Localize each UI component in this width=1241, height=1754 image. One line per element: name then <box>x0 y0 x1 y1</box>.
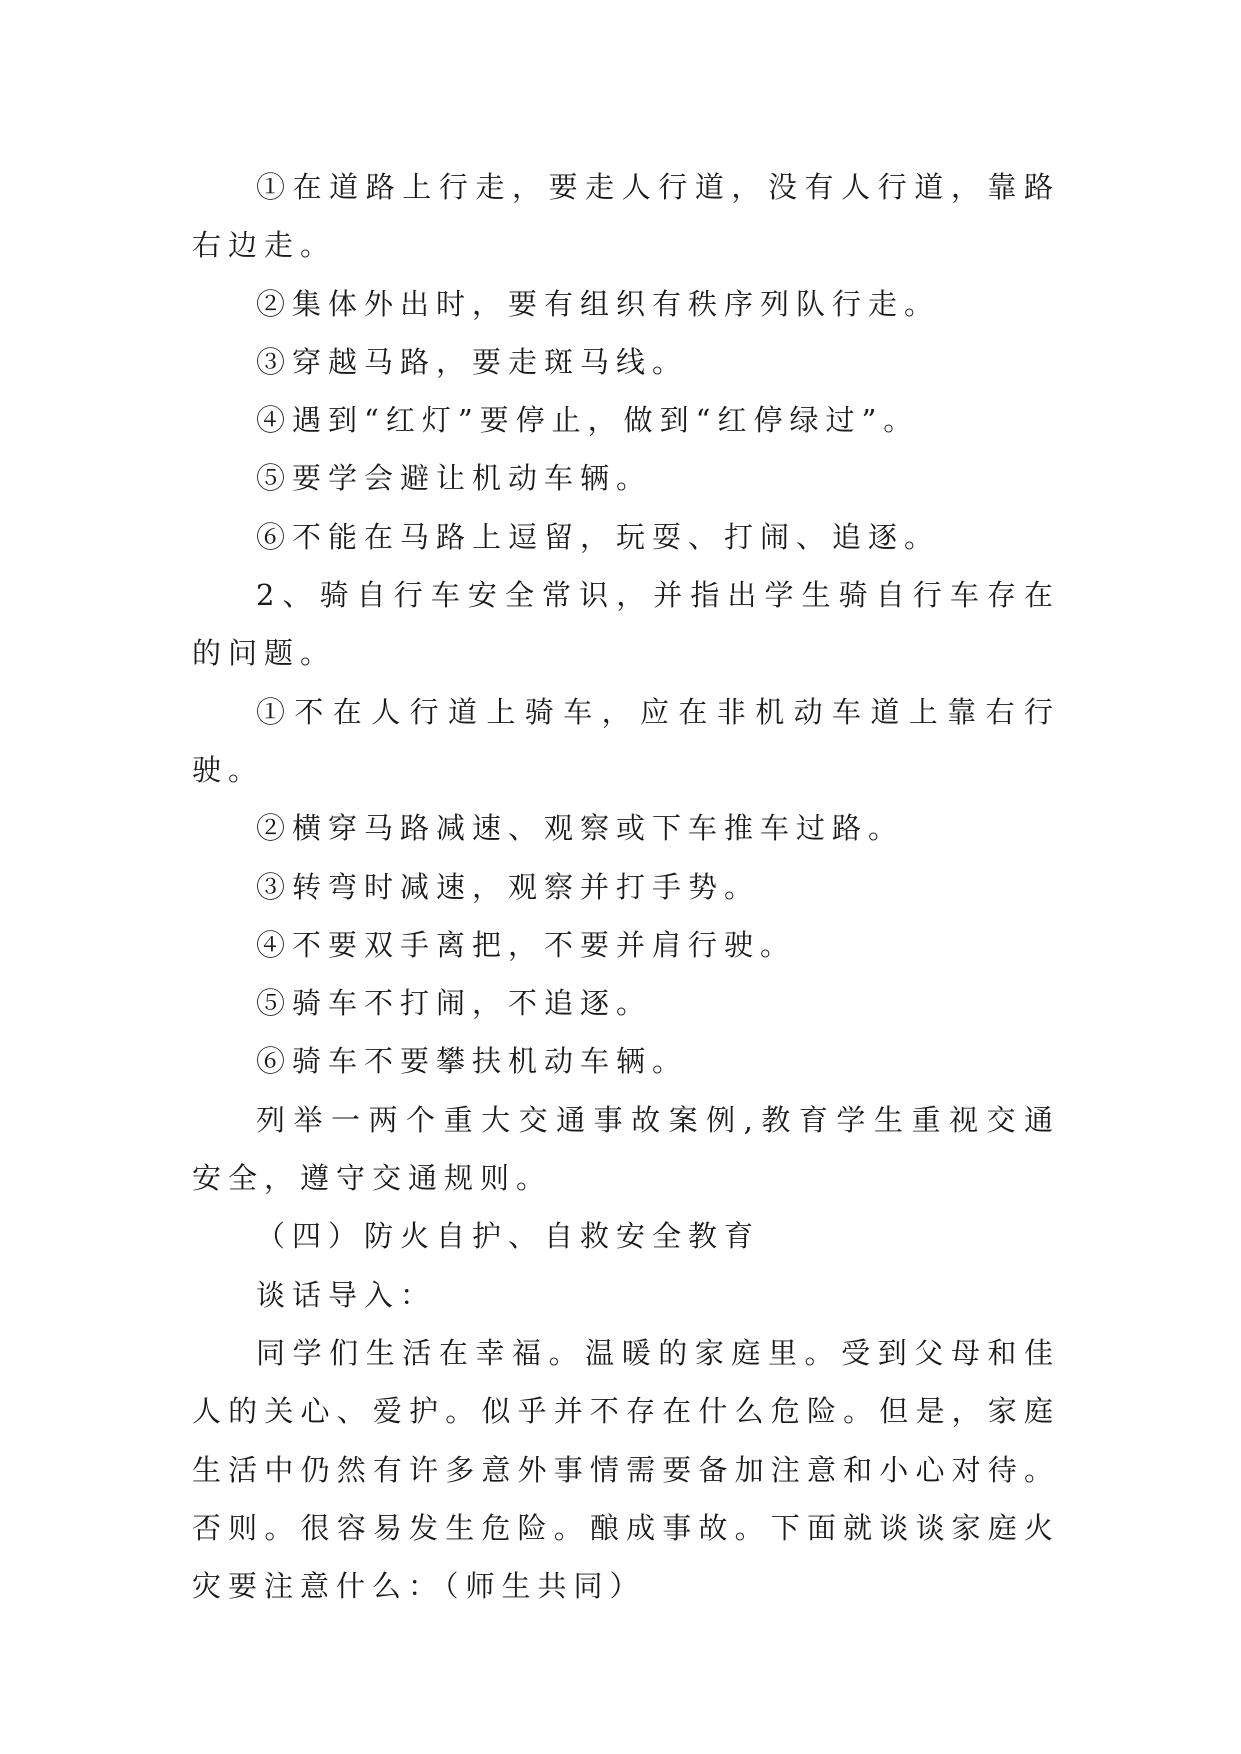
bicycle-rule-1: ①不在人行道上骑车，应在非机动车道上靠右行驶。 <box>192 694 1060 787</box>
pedestrian-rule-5: ⑤要学会避让机动车辆。 <box>256 461 653 496</box>
bicycle-rule-4: ④不要双手离把，不要并肩行驶。 <box>256 927 797 962</box>
pedestrian-rule-1: ①在道路上行走，要走人行道，没有人行道，靠路右边走。 <box>192 170 1060 263</box>
bicycle-rule-3: ③转弯时减速，观察并打手势。 <box>256 869 761 904</box>
accident-case-paragraph: 列举一两个重大交通事故案例,教育学生重视交通安全，遵守交通规则。 <box>192 1102 1060 1196</box>
pedestrian-rule-3: ③穿越马路，要走斑马线。 <box>256 344 689 379</box>
fire-safety-section-heading: （四）防火自护、自救安全教育 <box>256 1219 761 1254</box>
document-body <box>192 158 1060 1615</box>
bicycle-rule-5: ⑤骑车不打闹，不追逐。 <box>256 986 653 1021</box>
pedestrian-rule-4: ④遇到“红灯”要停止，做到“红停绿过”。 <box>256 403 920 438</box>
pedestrian-rule-2: ②集体外出时，要有组织有秩序列队行走。 <box>256 286 941 321</box>
bicycle-rule-2: ②横穿马路减速、观察或下车推车过路。 <box>256 811 905 846</box>
fire-safety-intro-paragraph: 同学们生活在幸福。温暖的家庭里。受到父母和佳人的关心、爱护。似乎并不存在什么危险。但是，家庭生活中仍然有许多意外事情需要备加注意和小心对待。否则。很容易发生危险。酿成事故。下面就谈谈家庭火灾要注意什么：（师生共同） <box>192 1335 1060 1604</box>
bicycle-section-heading: 2、骑自行车安全常识，并指出学生骑自行车存在的问题。 <box>192 578 1060 671</box>
talk-intro-label: 谈话导入： <box>256 1277 437 1312</box>
bicycle-rule-6: ⑥骑车不要攀扶机动车辆。 <box>256 1044 689 1079</box>
pedestrian-rule-6: ⑥不能在马路上逗留，玩耍、打闹、追逐。 <box>256 519 941 554</box>
